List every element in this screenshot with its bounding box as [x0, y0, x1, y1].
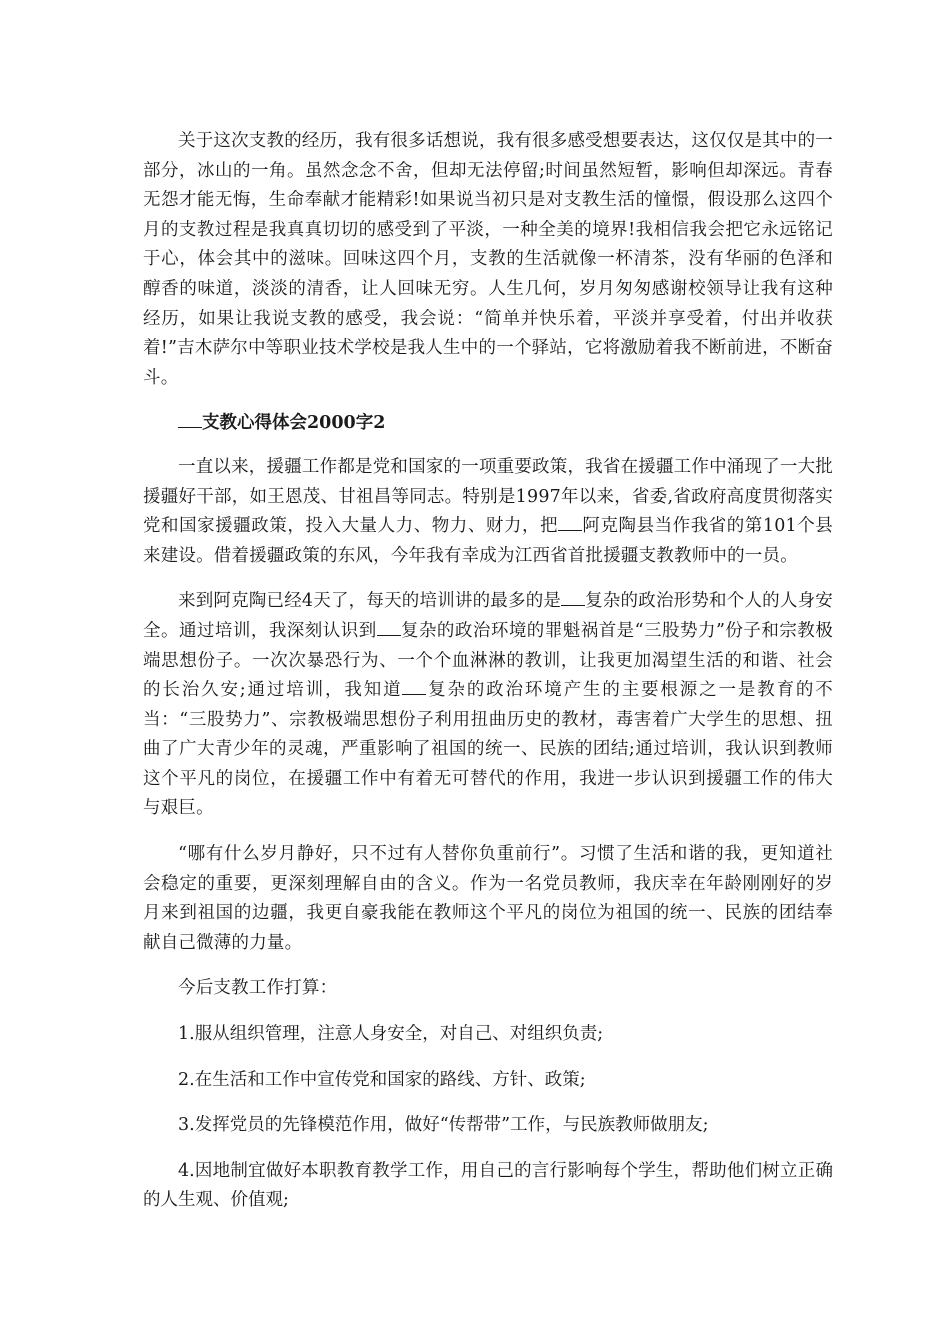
paragraph-policy-text-2: 阿克陶县当作我省的第101个县来建设。借着援疆政策的东风，今年我有幸成为江西省首批援疆支教教师中的一员。 [143, 516, 833, 566]
plan-item-4: 4.因地制宜做好本职教育教学工作，用自己的言行影响每个学生，帮助他们树立正确的人生观、价值观; [143, 1160, 833, 1211]
redacted-blank [402, 676, 426, 695]
redacted-blank [377, 617, 401, 636]
plan-item-1: 1.服从组织管理，注意人身安全，对自己、对组织负责; [178, 1024, 604, 1045]
paragraph-training [143, 587, 833, 824]
paragraph-reflection: 关于这次支教的经历，我有很多话想说，我有很多感受想要表达，这仅仅是其中的一部分，冰山的一角。虽然念念不舍，但却无法停留;时间虽然短暂，影响但却深远。青春无怨才能无悔，生命奉献才能精彩!如果说当初只是对支教生活的憧憬，假设那么这四个月的支教过程是我真真切切的感受到了平淡，一种全美的境界!我相信我会把它永远铭记于心，体会其中的滋味。回味这四个月，支教的生活就像一杯清茶，没有华丽的色泽和醇香的味道，淡淡的清香，让人回味无穷。人生几何，岁月匆匆感谢校领导让我有这种经历，如果让我说支教的感受，我会说：“简单并快乐着，平淡并享受着，付出并收获着!”吉木萨尔中等职业技术学校是我人生中的一个驿站，它将激励着我不断前进，不断奋斗。 [143, 131, 833, 388]
redacted-blank [558, 512, 582, 531]
plan-item-2: 2.在生活和工作中宣传党和国家的路线、方针、政策; [178, 1069, 586, 1090]
redacted-blank [178, 409, 202, 428]
paragraph-training-text-3: 复杂的政治环境的罪魁祸首是“三股势力”份子和宗教极端思想份子。一次次暴恐行为、一个个血淋淋的教训，让我更加渴望生活的和谐、社会的长治久安;通过培训，我知道 [143, 620, 833, 701]
section-heading-text: 支教心得体会2000字2 [202, 413, 386, 434]
paragraph-policy [143, 453, 833, 571]
paragraph-training-text-4: 复杂的政治环境产生的主要根源之一是教育的不当：“三股势力”、宗教极端思想份子利用扭曲历史的教材，毒害着广大学生的思想、扭曲了广大青少年的灵魂，严重影响了祖国的统一、民族的团结;通过培训，我认识到教师这个平凡的岗位，在援疆工作中有着无可替代的作用，我进一步认识到援疆工作的伟大与艰巨。 [143, 680, 833, 819]
paragraph-quote: “哪有什么岁月静好，只不过有人替你负重前行”。习惯了生活和谐的我，更知道社会稳定的重要，更深刻理解自由的含义。作为一名党员教师，我庆幸在年龄刚刚好的岁月来到祖国的边疆，我更自豪我能在教师这个平凡的岗位为祖国的统一、民族的团结奉献自己微薄的力量。 [143, 844, 833, 953]
document-page [143, 127, 833, 1232]
paragraph-policy-text-1: 一直以来，援疆工作都是党和国家的一项重要政策，我省在援疆工作中涌现了一大批援疆好干部，如王恩茂、甘祖昌等同志。特别是1997年以来，省委,省政府高度贯彻落实党和国家援疆政策，投入大量人力、物力、财力，把 [143, 456, 833, 537]
paragraph-training-text-2: 复杂的政治形势和个人的人身安全。通过培训，我深刻认识到 [143, 591, 833, 641]
plan-item-3: 3.发挥党员的先锋模范作用，做好“传帮带”工作，与民族教师做朋友; [178, 1115, 709, 1136]
paragraph-plan-intro: 今后支教工作打算： [178, 978, 338, 999]
paragraph-training-text-1: 来到阿克陶已经4天了，每天的培训讲的最多的是 [178, 591, 562, 612]
section-heading [143, 409, 833, 439]
redacted-blank [561, 587, 585, 606]
